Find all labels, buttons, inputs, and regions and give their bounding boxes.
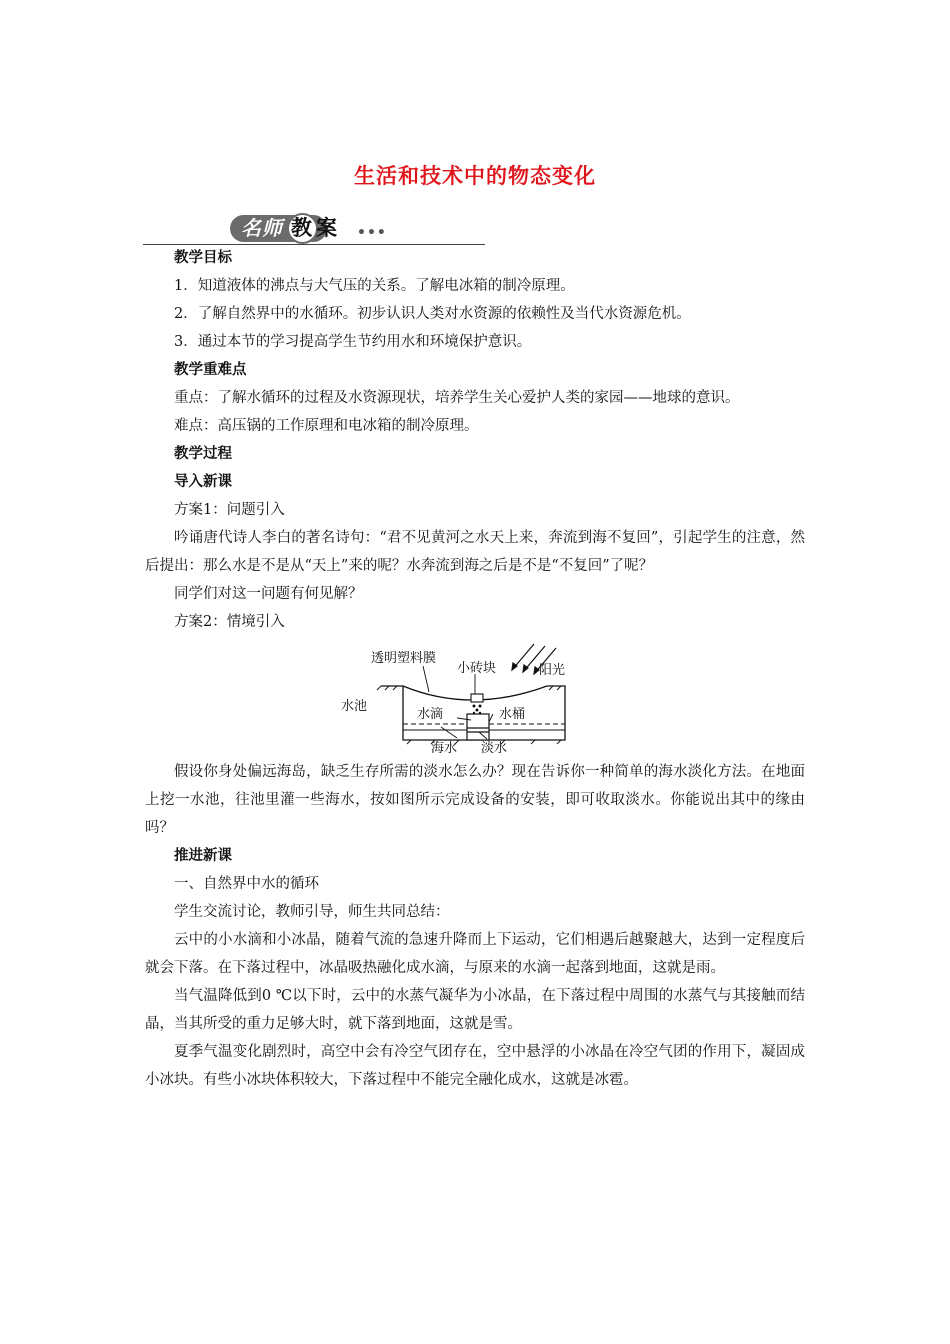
heading-goals: 教学目标 (174, 250, 232, 266)
label-pool: 水池 (341, 699, 368, 714)
snow-text: 当气温降低到0 ℃以下时，云中的水蒸气凝华为小冰晶，在下落过程中周围的水蒸气与其接触而结晶，当其所受的重力足够大时，就下落到地面，这就是雪。 (145, 988, 805, 1032)
heading-process: 教学过程 (174, 446, 232, 462)
heading-key-points: 教学重难点 (174, 362, 247, 378)
key-point: 重点：了解水循环的过程及水资源现状，培养学生关心爱护人类的家园——地球的意识。 (174, 390, 740, 406)
label-seawater: 海水 (431, 741, 458, 756)
rain-text: 云中的小水滴和小冰晶，随着气流的急速升降而上下运动，它们相遇后越聚越大，达到一定程度后就会下落。在下落过程中，冰晶吸热融化成水滴，与原来的水滴一起落到地面，这就是雨。 (145, 932, 805, 976)
discussion-text: 学生交流讨论，教师引导，师生共同总结： (174, 904, 450, 920)
desalination-figure (145, 636, 805, 758)
heading-advance: 推进新课 (174, 848, 232, 864)
difficult-point: 难点：高压锅的工作原理和电冰箱的制冷原理。 (174, 418, 479, 434)
label-brick: 小砖块 (457, 661, 497, 676)
plan-2-title: 方案2：情境引入 (174, 614, 285, 630)
plan-2-text: 假设你身处偏远海岛，缺乏生存所需的淡水怎么办？现在告诉你一种简单的海水淡化方法。在地面上挖一水池，往池里灌一些海水，按如图所示完成设备的安装，即可收取淡水。你能说出其中的缘由吗？ (145, 764, 805, 836)
goal-2: 2．了解自然界中的水循环。初步认识人类对水资源的依赖性及当代水资源危机。 (174, 306, 691, 322)
hail-text: 夏季气温变化剧烈时，高空中会有冷空气团存在，空中悬浮的小冰晶在冷空气团的作用下，凝固成小冰块。有些小冰块体积较大，下落过程中不能完全融化成水，这就是冰雹。 (145, 1044, 805, 1088)
plan-1-title: 方案1：问题引入 (174, 502, 285, 518)
desalination-diagram (341, 642, 571, 756)
label-freshwater: 淡水 (481, 741, 508, 756)
plan-1-question: 同学们对这一问题有何见解？ (174, 586, 363, 602)
droplets (473, 705, 482, 715)
bucket (467, 714, 489, 740)
heading-intro: 导入新课 (174, 474, 232, 490)
part-1-title: 一、自然界中水的循环 (174, 876, 319, 892)
banner-dots: ••• (357, 225, 387, 241)
banner-label-jiaoan: 教案 (291, 216, 341, 240)
goal-3: 3．通过本节的学习提高学生节约用水和环境保护意识。 (174, 334, 532, 350)
label-bucket: 水桶 (499, 707, 526, 722)
page-title: 生活和技术中的物态变化 (354, 164, 596, 188)
document-body (145, 244, 805, 1094)
plan-1-text: 吟诵唐代诗人李白的著名诗句：“君不见黄河之水天上来，奔流到海不复回”，引起学生的注意，然后提出：那么水是不是从“天上”来的呢？水奔流到海之后是不是“不复回”了呢？ (145, 530, 805, 574)
goal-1: 1．知道液体的沸点与大气压的关系。了解电冰箱的制冷原理。 (174, 278, 575, 294)
label-droplet: 水滴 (417, 707, 444, 722)
brick (471, 694, 483, 702)
label-sun: 阳光 (539, 663, 566, 678)
label-film: 透明塑料膜 (371, 651, 437, 666)
banner-label-mingshi: 名师 (241, 216, 283, 240)
